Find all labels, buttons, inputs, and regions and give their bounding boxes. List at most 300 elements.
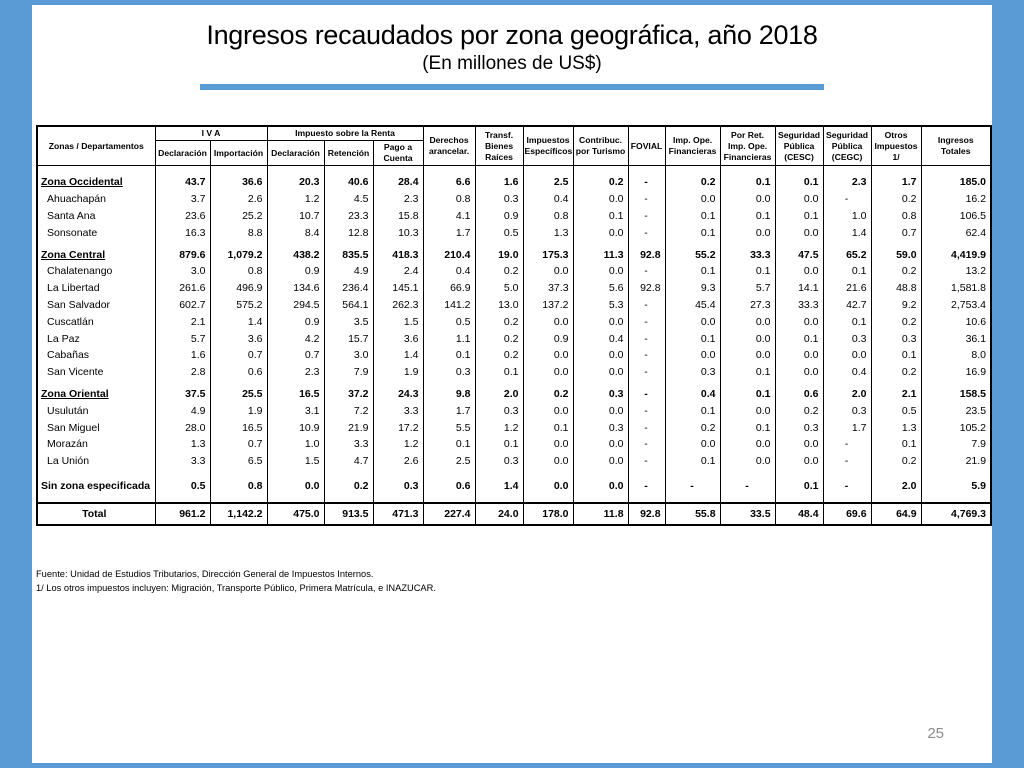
row-label: Cuscatlán <box>37 313 155 330</box>
row-label: La Libertad <box>37 280 155 297</box>
value-cell: 178.0 <box>523 503 573 525</box>
value-cell: 0.3 <box>871 330 921 347</box>
spacer-cell <box>475 470 523 478</box>
value-cell: 0.3 <box>665 364 720 381</box>
value-cell: 0.1 <box>720 386 775 403</box>
value-cell: 1.1 <box>423 330 475 347</box>
value-cell: 4,419.9 <box>921 246 991 263</box>
value-cell: 0.1 <box>775 174 823 191</box>
value-cell: 24.0 <box>475 503 523 525</box>
value-cell: 28.0 <box>155 419 210 436</box>
spacer-cell <box>665 166 720 175</box>
value-cell: 3.7 <box>155 191 210 208</box>
value-cell: 3.3 <box>324 436 373 453</box>
value-cell: 5.6 <box>573 280 628 297</box>
spacer-cell <box>720 166 775 175</box>
value-cell: 1.6 <box>475 174 523 191</box>
value-cell: 175.3 <box>523 246 573 263</box>
value-cell: 0.0 <box>523 478 573 495</box>
value-cell: 0.2 <box>871 364 921 381</box>
row-label: Zona Occidental <box>37 174 155 191</box>
value-cell: 0.0 <box>573 263 628 280</box>
value-cell: 0.6 <box>775 386 823 403</box>
spacer-cell <box>921 166 991 175</box>
value-cell: 0.1 <box>871 347 921 364</box>
spacer-cell <box>373 166 423 175</box>
value-cell: 0.9 <box>475 208 523 225</box>
value-cell: 0.2 <box>665 174 720 191</box>
spacer-cell <box>373 494 423 503</box>
value-cell: 2.6 <box>373 453 423 470</box>
value-cell: 1.6 <box>155 347 210 364</box>
header-contribuc: Contribuc. por Turismo <box>573 126 628 166</box>
spacer-cell <box>573 166 628 175</box>
value-cell: 0.1 <box>665 224 720 241</box>
value-cell: 0.2 <box>523 386 573 403</box>
table-body <box>37 166 991 526</box>
spacer-cell <box>423 166 475 175</box>
value-cell: 2.4 <box>373 263 423 280</box>
table-row <box>37 313 991 330</box>
value-cell: 0.4 <box>823 364 871 381</box>
value-cell: 0.9 <box>267 263 324 280</box>
row-label: Total <box>37 503 155 525</box>
value-cell: 0.1 <box>665 263 720 280</box>
value-cell: 15.7 <box>324 330 373 347</box>
value-cell: 7.9 <box>921 436 991 453</box>
value-cell: 185.0 <box>921 174 991 191</box>
value-cell: 261.6 <box>155 280 210 297</box>
value-cell: 11.3 <box>573 246 628 263</box>
spacer-cell <box>373 470 423 478</box>
page-title: Ingresos recaudados por zona geográfica, año 2018 <box>206 20 818 50</box>
value-cell: 236.4 <box>324 280 373 297</box>
value-cell: 0.4 <box>523 191 573 208</box>
table-row <box>37 419 991 436</box>
value-cell: 0.7 <box>210 436 267 453</box>
value-cell: 418.3 <box>373 246 423 263</box>
value-cell: 4.7 <box>324 453 373 470</box>
spacer-cell <box>823 470 871 478</box>
row-label: Morazán <box>37 436 155 453</box>
value-cell: 0.1 <box>423 436 475 453</box>
value-cell: 25.5 <box>210 386 267 403</box>
spacer-cell <box>665 494 720 503</box>
value-cell: 0.2 <box>475 263 523 280</box>
value-cell: 7.2 <box>324 402 373 419</box>
value-cell: 0.1 <box>475 364 523 381</box>
zoneplain-row <box>37 478 991 495</box>
row-label: Cabañas <box>37 347 155 364</box>
value-cell: 0.0 <box>665 436 720 453</box>
value-cell: 134.6 <box>267 280 324 297</box>
value-cell: 8.8 <box>210 224 267 241</box>
header-iva: I V A <box>155 126 267 141</box>
value-cell: 0.0 <box>523 402 573 419</box>
value-cell: 48.8 <box>871 280 921 297</box>
value-cell: 0.0 <box>523 347 573 364</box>
value-cell: 1.4 <box>210 313 267 330</box>
value-cell: 0.3 <box>573 419 628 436</box>
spacer-cell <box>775 166 823 175</box>
value-cell: - <box>628 419 665 436</box>
value-cell: - <box>628 330 665 347</box>
value-cell: 16.5 <box>210 419 267 436</box>
value-cell: 0.6 <box>210 364 267 381</box>
table-row <box>37 208 991 225</box>
value-cell: 0.0 <box>523 313 573 330</box>
value-cell: 0.1 <box>475 436 523 453</box>
header-transf: Transf. Bienes Raíces <box>475 126 523 166</box>
value-cell: 4.9 <box>324 263 373 280</box>
header-zonas: Zonas / Departamentos <box>37 126 155 166</box>
spacer-cell <box>324 166 373 175</box>
value-cell: 0.1 <box>665 330 720 347</box>
value-cell: 0.1 <box>665 453 720 470</box>
value-cell: 92.8 <box>628 246 665 263</box>
value-cell: 913.5 <box>324 503 373 525</box>
spacer-cell <box>423 494 475 503</box>
value-cell: 0.1 <box>720 174 775 191</box>
table-row <box>37 263 991 280</box>
value-cell: 0.0 <box>775 453 823 470</box>
page-number: 25 <box>927 725 944 742</box>
value-cell: 0.3 <box>823 402 871 419</box>
spacer-cell <box>871 470 921 478</box>
value-cell: 0.9 <box>267 313 324 330</box>
value-cell: 4.1 <box>423 208 475 225</box>
value-cell: - <box>823 453 871 470</box>
other-taxes-note: 1/ Los otros impuestos incluyen: Migración, Transporte Público, Primera Matrícula, e INAZUCAR. <box>36 583 436 593</box>
value-cell: 0.0 <box>720 347 775 364</box>
value-cell: 0.0 <box>573 347 628 364</box>
value-cell: 1.4 <box>373 347 423 364</box>
value-cell: 0.1 <box>823 313 871 330</box>
footnotes <box>36 567 436 595</box>
value-cell: 961.2 <box>155 503 210 525</box>
value-cell: 42.7 <box>823 297 871 314</box>
value-cell: 19.0 <box>475 246 523 263</box>
spacer-cell <box>628 494 665 503</box>
value-cell: 36.6 <box>210 174 267 191</box>
value-cell: 45.4 <box>665 297 720 314</box>
header-renta: Impuesto sobre la Renta <box>267 126 423 141</box>
value-cell: - <box>628 297 665 314</box>
value-cell: 0.2 <box>573 174 628 191</box>
row-label: Sin zona especificada <box>37 478 155 495</box>
value-cell: 0.4 <box>423 263 475 280</box>
value-cell: - <box>628 208 665 225</box>
value-cell: 0.0 <box>775 313 823 330</box>
value-cell: 0.1 <box>775 208 823 225</box>
value-cell: 33.5 <box>720 503 775 525</box>
value-cell: 0.0 <box>665 347 720 364</box>
value-cell: 20.3 <box>267 174 324 191</box>
row-label: La Paz <box>37 330 155 347</box>
value-cell: 0.1 <box>423 347 475 364</box>
value-cell: 48.4 <box>775 503 823 525</box>
value-cell: 66.9 <box>423 280 475 297</box>
value-cell: 0.1 <box>775 478 823 495</box>
spacer-cell <box>573 494 628 503</box>
value-cell: 575.2 <box>210 297 267 314</box>
value-cell: 0.7 <box>267 347 324 364</box>
value-cell: 3.3 <box>155 453 210 470</box>
value-cell: 2.8 <box>155 364 210 381</box>
value-cell: 0.2 <box>871 313 921 330</box>
value-cell: 16.3 <box>155 224 210 241</box>
source-note: Fuente: Unidad de Estudios Tributarios, Dirección General de Impuestos Internos. <box>36 569 374 579</box>
value-cell: 4.5 <box>324 191 373 208</box>
spacer-cell <box>871 166 921 175</box>
zone-row <box>37 246 991 263</box>
row-label: Zona Oriental <box>37 386 155 403</box>
value-cell: 0.1 <box>573 208 628 225</box>
row-label: Chalatenango <box>37 263 155 280</box>
spacer-row <box>37 494 991 503</box>
value-cell: - <box>823 478 871 495</box>
spacer-cell <box>823 494 871 503</box>
spacer-cell <box>523 470 573 478</box>
value-cell: - <box>628 478 665 495</box>
value-cell: 0.0 <box>573 191 628 208</box>
value-cell: 21.9 <box>921 453 991 470</box>
value-cell: 2.3 <box>267 364 324 381</box>
spacer-cell <box>155 166 210 175</box>
value-cell: 137.2 <box>523 297 573 314</box>
header-imp-ope: Imp. Ope. Financieras <box>665 126 720 166</box>
value-cell: 8.4 <box>267 224 324 241</box>
value-cell: 879.6 <box>155 246 210 263</box>
value-cell: 475.0 <box>267 503 324 525</box>
spacer-cell <box>37 166 155 175</box>
header-impuestos: Impuestos Específicos <box>523 126 573 166</box>
value-cell: 0.0 <box>523 453 573 470</box>
value-cell: - <box>823 191 871 208</box>
value-cell: 1.7 <box>823 419 871 436</box>
value-cell: 0.0 <box>720 453 775 470</box>
value-cell: 0.1 <box>720 364 775 381</box>
spacer-cell <box>775 470 823 478</box>
value-cell: 11.8 <box>573 503 628 525</box>
value-cell: 141.2 <box>423 297 475 314</box>
value-cell: 92.8 <box>628 503 665 525</box>
table-row <box>37 224 991 241</box>
row-label: San Miguel <box>37 419 155 436</box>
value-cell: - <box>720 478 775 495</box>
spacer-cell <box>210 470 267 478</box>
value-cell: 1.9 <box>373 364 423 381</box>
value-cell: 0.2 <box>324 478 373 495</box>
value-cell: 564.1 <box>324 297 373 314</box>
value-cell: - <box>628 263 665 280</box>
value-cell: 0.0 <box>720 330 775 347</box>
title-underline-bar <box>200 84 824 90</box>
value-cell: 55.8 <box>665 503 720 525</box>
header-renta-retencion: Retención <box>324 141 373 166</box>
value-cell: 28.4 <box>373 174 423 191</box>
value-cell: 2.6 <box>210 191 267 208</box>
spacer-cell <box>720 494 775 503</box>
value-cell: 3.5 <box>324 313 373 330</box>
value-cell: 0.0 <box>823 347 871 364</box>
spacer-cell <box>523 494 573 503</box>
spacer-cell <box>665 470 720 478</box>
row-label: Santa Ana <box>37 208 155 225</box>
value-cell: 0.8 <box>210 478 267 495</box>
table-row <box>37 436 991 453</box>
value-cell: 0.0 <box>573 402 628 419</box>
value-cell: 602.7 <box>155 297 210 314</box>
value-cell: 1.7 <box>423 224 475 241</box>
value-cell: 0.8 <box>871 208 921 225</box>
value-cell: 5.0 <box>475 280 523 297</box>
value-cell: 92.8 <box>628 280 665 297</box>
value-cell: 0.1 <box>523 419 573 436</box>
value-cell: 1.3 <box>871 419 921 436</box>
value-cell: 0.0 <box>573 364 628 381</box>
value-cell: 105.2 <box>921 419 991 436</box>
value-cell: 835.5 <box>324 246 373 263</box>
value-cell: 23.6 <box>155 208 210 225</box>
value-cell: 0.3 <box>475 191 523 208</box>
spacer-row <box>37 166 991 175</box>
value-cell: 21.6 <box>823 280 871 297</box>
value-cell: 0.5 <box>475 224 523 241</box>
row-label: Ahuachapán <box>37 191 155 208</box>
value-cell: 262.3 <box>373 297 423 314</box>
value-cell: - <box>628 174 665 191</box>
value-cell: 0.0 <box>775 347 823 364</box>
value-cell: 0.8 <box>210 263 267 280</box>
value-cell: 1.7 <box>871 174 921 191</box>
revenue-table <box>36 125 992 526</box>
table-row <box>37 347 991 364</box>
value-cell: 0.0 <box>775 436 823 453</box>
header-iva-declaracion: Declaración <box>155 141 210 166</box>
spacer-cell <box>573 470 628 478</box>
value-cell: - <box>823 436 871 453</box>
value-cell: 5.3 <box>573 297 628 314</box>
value-cell: 0.0 <box>573 224 628 241</box>
value-cell: - <box>628 436 665 453</box>
value-cell: 37.2 <box>324 386 373 403</box>
spacer-cell <box>775 494 823 503</box>
value-cell: 0.0 <box>775 263 823 280</box>
value-cell: 0.8 <box>523 208 573 225</box>
value-cell: - <box>628 347 665 364</box>
value-cell: 0.0 <box>720 402 775 419</box>
zone-row <box>37 174 991 191</box>
value-cell: 0.3 <box>573 386 628 403</box>
table-row <box>37 364 991 381</box>
table-row <box>37 191 991 208</box>
row-label: San Vicente <box>37 364 155 381</box>
value-cell: 0.3 <box>475 402 523 419</box>
value-cell: 10.7 <box>267 208 324 225</box>
value-cell: 0.2 <box>871 263 921 280</box>
value-cell: 5.9 <box>921 478 991 495</box>
value-cell: 0.0 <box>665 313 720 330</box>
table-row <box>37 330 991 347</box>
row-label: San Salvador <box>37 297 155 314</box>
value-cell: 0.1 <box>871 436 921 453</box>
value-cell: 1.3 <box>155 436 210 453</box>
spacer-cell <box>475 494 523 503</box>
header-seg-cesc: Seguridad Pública (CESC) <box>775 126 823 166</box>
value-cell: 227.4 <box>423 503 475 525</box>
row-label: Sonsonate <box>37 224 155 241</box>
value-cell: 13.2 <box>921 263 991 280</box>
value-cell: 0.1 <box>720 263 775 280</box>
value-cell: 0.7 <box>871 224 921 241</box>
value-cell: 23.5 <box>921 402 991 419</box>
header-ingresos: Ingresos Totales <box>921 126 991 166</box>
header-derechos: Derechos arancelar. <box>423 126 475 166</box>
value-cell: 0.3 <box>423 364 475 381</box>
spacer-cell <box>921 470 991 478</box>
value-cell: 1,142.2 <box>210 503 267 525</box>
value-cell: 0.7 <box>210 347 267 364</box>
value-cell: 0.3 <box>475 453 523 470</box>
spacer-cell <box>210 166 267 175</box>
value-cell: 1.3 <box>523 224 573 241</box>
value-cell: 0.3 <box>373 478 423 495</box>
spacer-cell <box>267 470 324 478</box>
value-cell: 0.2 <box>665 419 720 436</box>
spacer-cell <box>324 470 373 478</box>
value-cell: 0.0 <box>720 224 775 241</box>
value-cell: 0.8 <box>423 191 475 208</box>
value-cell: 0.3 <box>823 330 871 347</box>
value-cell: 5.5 <box>423 419 475 436</box>
value-cell: 37.5 <box>155 386 210 403</box>
value-cell: 15.8 <box>373 208 423 225</box>
value-cell: 0.1 <box>665 402 720 419</box>
spacer-cell <box>155 494 210 503</box>
value-cell: 3.6 <box>373 330 423 347</box>
value-cell: 14.1 <box>775 280 823 297</box>
spacer-cell <box>37 494 155 503</box>
value-cell: 59.0 <box>871 246 921 263</box>
header-por-ret: Por Ret. Imp. Ope. Financieras <box>720 126 775 166</box>
value-cell: 27.3 <box>720 297 775 314</box>
table-row <box>37 402 991 419</box>
value-cell: 4.2 <box>267 330 324 347</box>
value-cell: 0.0 <box>573 453 628 470</box>
value-cell: 0.0 <box>720 436 775 453</box>
spacer-cell <box>871 494 921 503</box>
value-cell: 0.0 <box>720 191 775 208</box>
value-cell: 9.3 <box>665 280 720 297</box>
value-cell: 8.0 <box>921 347 991 364</box>
value-cell: 471.3 <box>373 503 423 525</box>
page-subtitle: (En millones de US$) <box>422 53 602 74</box>
value-cell: 21.9 <box>324 419 373 436</box>
value-cell: 16.9 <box>921 364 991 381</box>
value-cell: 64.9 <box>871 503 921 525</box>
value-cell: 24.3 <box>373 386 423 403</box>
value-cell: 2,753.4 <box>921 297 991 314</box>
value-cell: 6.5 <box>210 453 267 470</box>
value-cell: 145.1 <box>373 280 423 297</box>
spacer-cell <box>267 166 324 175</box>
value-cell: 10.6 <box>921 313 991 330</box>
value-cell: 0.0 <box>665 191 720 208</box>
value-cell: 12.8 <box>324 224 373 241</box>
value-cell: 0.2 <box>871 191 921 208</box>
value-cell: 3.0 <box>155 263 210 280</box>
